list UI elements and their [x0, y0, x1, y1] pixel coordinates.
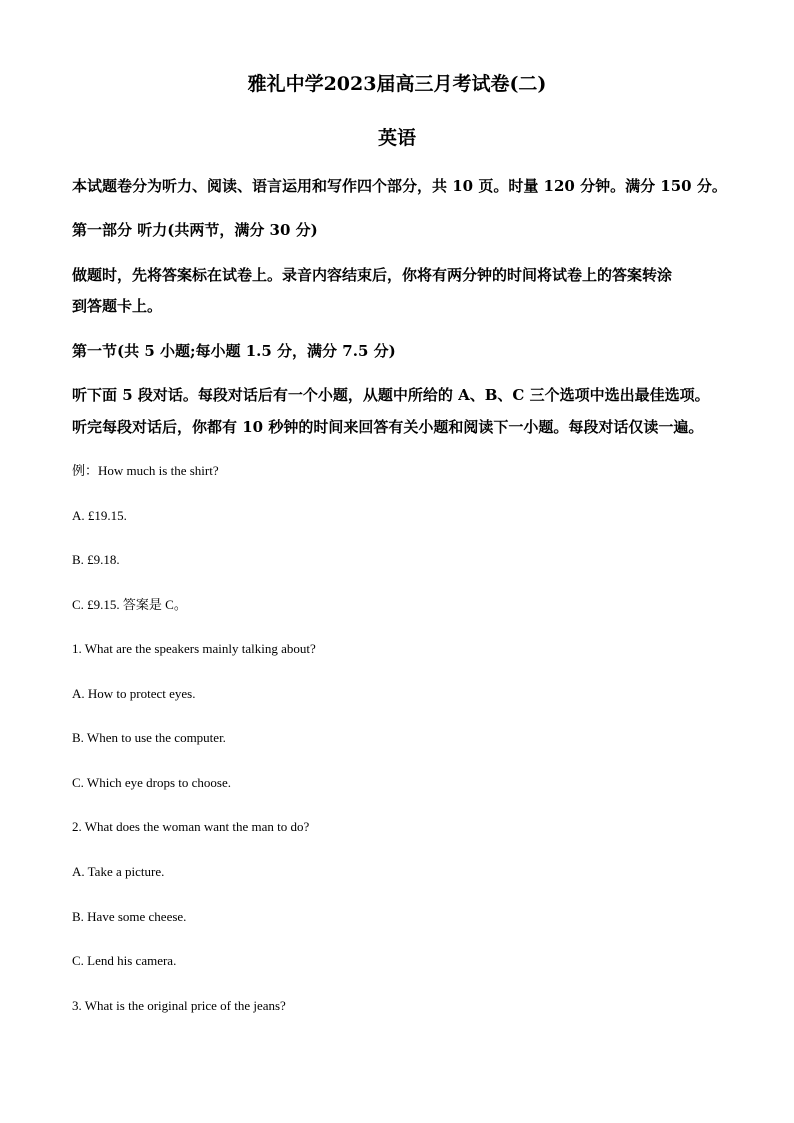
question-text: 1. What are the speakers mainly talking about? — [72, 641, 316, 656]
question-option: A. Take a picture. — [72, 864, 165, 879]
example-option: B. £9.18. — [72, 552, 120, 567]
section-one-heading: 第一节(共 5 小题;每小题 1.5 分，满分 7.5 分) — [72, 342, 396, 360]
question-option: B. Have some cheese. — [72, 909, 187, 924]
exam-intro: 本试题卷分为听力、阅读、语言运用和写作四个部分，共 10 页。时量 120 分钟。满分 150 分。 — [72, 177, 727, 195]
question-option: B. When to use the computer. — [72, 730, 226, 745]
question-option: C. Lend his camera. — [72, 953, 177, 968]
example-option: A. £19.15. — [72, 508, 127, 523]
part-one-instruction-line: 到答题卡上。 — [72, 297, 163, 315]
subject-title: 英语 — [377, 127, 416, 149]
question-option: C. Which eye drops to choose. — [72, 775, 231, 790]
example-option: C. £9.15. 答案是 C。 — [72, 597, 187, 612]
section-one-instruction-line: 听完每段对话后，你都有 10 秒钟的时间来回答有关小题和阅读下一小题。每段对话仅读一遍。 — [72, 418, 704, 436]
question-text: 3. What is the original price of the jeans? — [72, 998, 286, 1013]
question-option: A. How to protect eyes. — [72, 686, 196, 701]
question-text: 2. What does the woman want the man to do? — [72, 819, 310, 834]
part-one-instruction-line: 做题时，先将答案标在试卷上。录音内容结束后，你将有两分钟的时间将试卷上的答案转涂 — [72, 266, 673, 284]
section-one-instruction-line: 听下面 5 段对话。每段对话后有一个小题，从题中所给的 A、B、C 三个选项中选出最佳选项。 — [72, 386, 710, 404]
exam-title: 雅礼中学2023届高三月考试卷(二) — [247, 73, 547, 95]
example-question: 例：How much is the shirt? — [72, 463, 219, 478]
part-one-heading: 第一部分 听力(共两节，满分 30 分) — [72, 221, 318, 239]
